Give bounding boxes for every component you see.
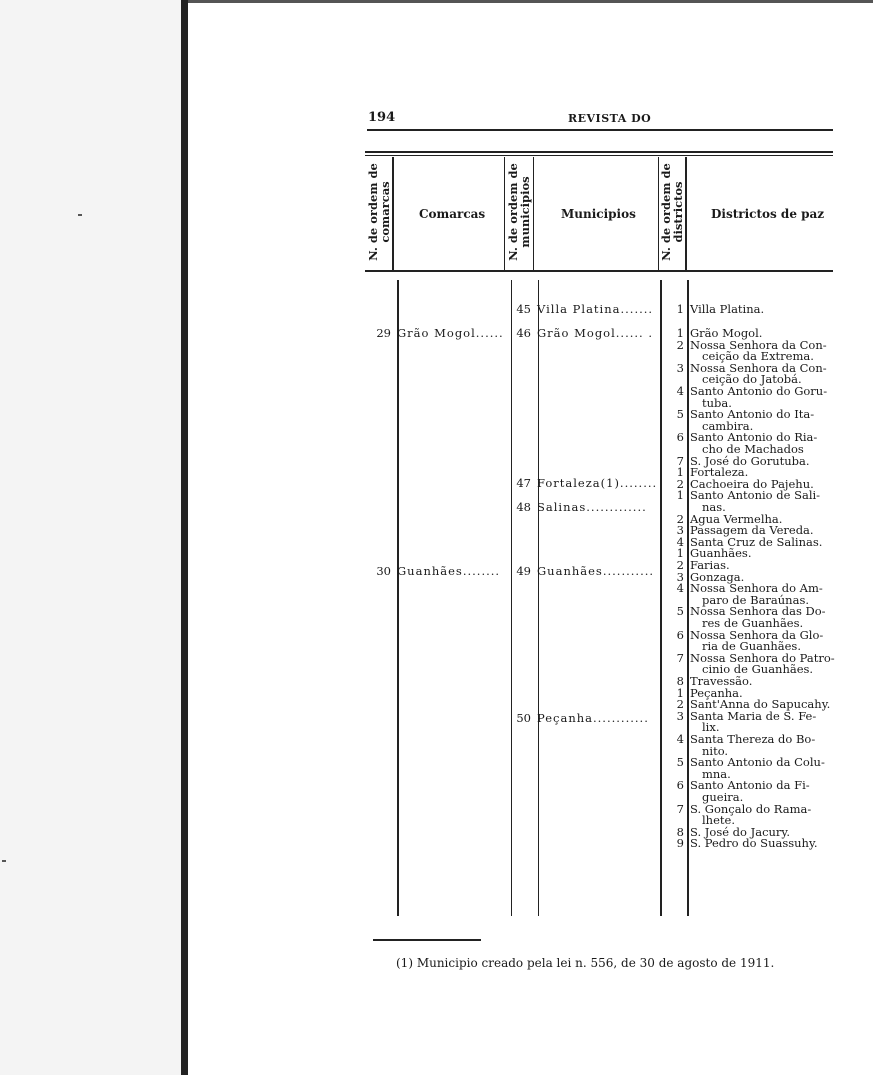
distrito-name: S. Gonçalo do Rama-: [690, 801, 812, 816]
distrito-number: 8: [676, 674, 684, 688]
distrito-name: nito.: [702, 743, 729, 758]
scan-speck: [78, 214, 82, 216]
municipio-number: 48: [516, 500, 531, 514]
distrito-number: 3: [676, 708, 684, 723]
distrito-number: 3: [676, 569, 684, 584]
distrito-name: Nossa Senhora das Do-: [690, 604, 826, 619]
distrito-name: lix.: [702, 720, 720, 735]
distrito-number: 1: [676, 302, 684, 316]
distrito-name: ceição do Jatobá.: [702, 372, 802, 387]
scan-speck: [2, 860, 6, 862]
distrito-name: gueira.: [702, 790, 744, 804]
body-col-rule: [538, 280, 539, 916]
distrito-name: cho de Machados: [702, 442, 804, 456]
distrito-name: paro de Baraúnas.: [702, 592, 810, 607]
municipio-name: Fortaleza(1)........: [537, 476, 658, 490]
distrito-number: 4: [676, 534, 684, 549]
distrito-name: res de Guanhães.: [702, 616, 804, 630]
header-municipios: Municipios: [561, 207, 636, 221]
body-col-rule: [687, 280, 689, 916]
distrito-name: Passagem da Vereda.: [690, 523, 814, 538]
distrito-number: 8: [676, 824, 684, 839]
comarca-number: 29: [376, 326, 391, 340]
distrito-number: 4: [676, 732, 684, 746]
distrito-number: 7: [676, 801, 684, 816]
distrito-name: cinio de Guanhães.: [702, 662, 814, 677]
distrito-number: 7: [676, 650, 684, 665]
distrito-number: 6: [676, 627, 684, 642]
municipio-number: 46: [516, 326, 531, 340]
distrito-number: 3: [676, 360, 684, 375]
running-title: REVISTA DO: [568, 112, 652, 125]
header-distrito-number: N. de ordem de districtos: [659, 163, 685, 261]
distrito-name: Fortaleza.: [690, 465, 749, 480]
distrito-name: Nossa Senhora do Am-: [690, 581, 823, 596]
distrito-number: 1: [676, 465, 684, 480]
page-number: 194: [368, 110, 396, 125]
distrito-name: Cachoeira do Pajehu.: [690, 476, 814, 491]
distrito-number: 2: [676, 476, 684, 491]
distrito-name: S. José do Gorutuba.: [690, 453, 810, 468]
distrito-name: lhete.: [702, 813, 735, 828]
distrito-number: 6: [676, 430, 684, 445]
distrito-name: Villa Platina.: [690, 302, 765, 316]
distrito-number: 2: [676, 511, 684, 526]
municipio-name: Grão Mogol...... .: [537, 326, 654, 340]
distrito-name: Santa Thereza do Bo-: [690, 732, 816, 746]
municipio-number: 47: [516, 476, 531, 490]
distrito-name: Santo Antonio do Ita-: [690, 407, 815, 422]
body-col-rule: [397, 280, 399, 916]
distrito-name: Nossa Senhora do Patro-: [690, 650, 835, 665]
body-col-rule: [660, 280, 662, 916]
distrito-name: Guanhães.: [690, 546, 752, 561]
distrito-name: Gonzaga.: [690, 569, 745, 584]
distrito-number: 1: [676, 546, 684, 561]
comarca-name: Guanhães........: [397, 564, 501, 578]
distrito-number: 4: [676, 384, 684, 398]
header-comarcas: Comarcas: [419, 207, 486, 221]
distrito-name: Travessão.: [690, 674, 753, 688]
distrito-number: 2: [676, 337, 684, 352]
distrito-name: nas.: [702, 500, 726, 514]
distrito-name: Santa Cruz de Salinas.: [690, 534, 823, 549]
municipio-number: 45: [516, 302, 531, 316]
municipio-name: Guanhães...........: [537, 564, 655, 578]
distrito-name: S. Pedro do Suassuhy.: [690, 836, 818, 851]
header-districtos: Districtos de paz: [711, 207, 825, 221]
municipio-number: 49: [516, 564, 531, 578]
municipio-name: Peçanha............: [537, 711, 649, 725]
distrito-name: Farias.: [690, 558, 730, 572]
distrito-number: 2: [676, 558, 684, 572]
distrito-name: Santo Antonio da Fi-: [690, 778, 810, 793]
distrito-number: 5: [676, 407, 684, 422]
footnote: (1) Municipio creado pela lei n. 556, de 30 de agosto de 1911.: [396, 956, 775, 970]
book-spine-shadow: [181, 0, 188, 1075]
municipio-name: Villa Platina.......: [537, 302, 654, 316]
distrito-name: Peçanha.: [690, 685, 743, 700]
distrito-name: Nossa Senhora da Glo-: [690, 627, 824, 642]
distrito-number: 1: [676, 326, 684, 340]
distrito-number: 5: [676, 755, 684, 770]
header-comarca-number: N. de ordem de comarcas: [366, 163, 392, 261]
distrito-name: Santo Antonio de Sali-: [690, 488, 821, 503]
distrito-number: 1: [676, 488, 684, 503]
distrito-number: 9: [676, 836, 684, 851]
distrito-name: ria de Guanhães.: [702, 639, 801, 654]
body-col-rule: [511, 280, 512, 916]
distrito-name: ceição da Extrema.: [702, 349, 814, 364]
distrito-name: Santo Antonio do Ria-: [690, 430, 818, 445]
distrito-number: 7: [676, 453, 684, 468]
distrito-name: cambira.: [702, 418, 754, 433]
municipio-name: Salinas.............: [537, 500, 647, 514]
table-header-bottom-rule: [365, 270, 833, 272]
municipio-number: 50: [516, 711, 531, 725]
distrito-name: mna.: [702, 766, 731, 781]
distrito-name: Grão Mogol.: [690, 326, 763, 340]
distrito-number: 3: [676, 523, 684, 538]
header-rule: [367, 129, 833, 131]
top-edge-line: [188, 0, 873, 3]
distrito-name: Santo Antonio do Goru-: [690, 384, 828, 398]
distrito-name: Sant'Anna do Sapucahy.: [690, 697, 831, 712]
distrito-number: 5: [676, 604, 684, 619]
header-municipio-number: N. de ordem de municipios: [506, 163, 532, 261]
distrito-number: 6: [676, 778, 684, 793]
table-top-rule: [365, 151, 833, 153]
distrito-name: Santa Maria de S. Fe-: [690, 708, 817, 723]
footnote-rule: [373, 939, 481, 941]
distrito-number: 1: [676, 685, 684, 700]
book-gutter: [0, 0, 182, 1075]
comarca-name: Grão Mogol......: [397, 326, 504, 340]
distrito-name: Nossa Senhora da Con-: [690, 360, 827, 375]
table-top-rule-thin: [365, 155, 833, 156]
distrito-name: Nossa Senhora da Con-: [690, 337, 827, 352]
distrito-name: Agua Vermelha.: [690, 511, 783, 526]
distrito-number: 2: [676, 697, 684, 712]
distrito-name: tuba.: [702, 395, 732, 410]
distrito-number: 4: [676, 581, 684, 596]
distrito-name: Santo Antonio da Colu-: [690, 755, 825, 770]
comarca-number: 30: [376, 564, 391, 578]
distrito-name: S. José do Jacury.: [690, 824, 791, 839]
